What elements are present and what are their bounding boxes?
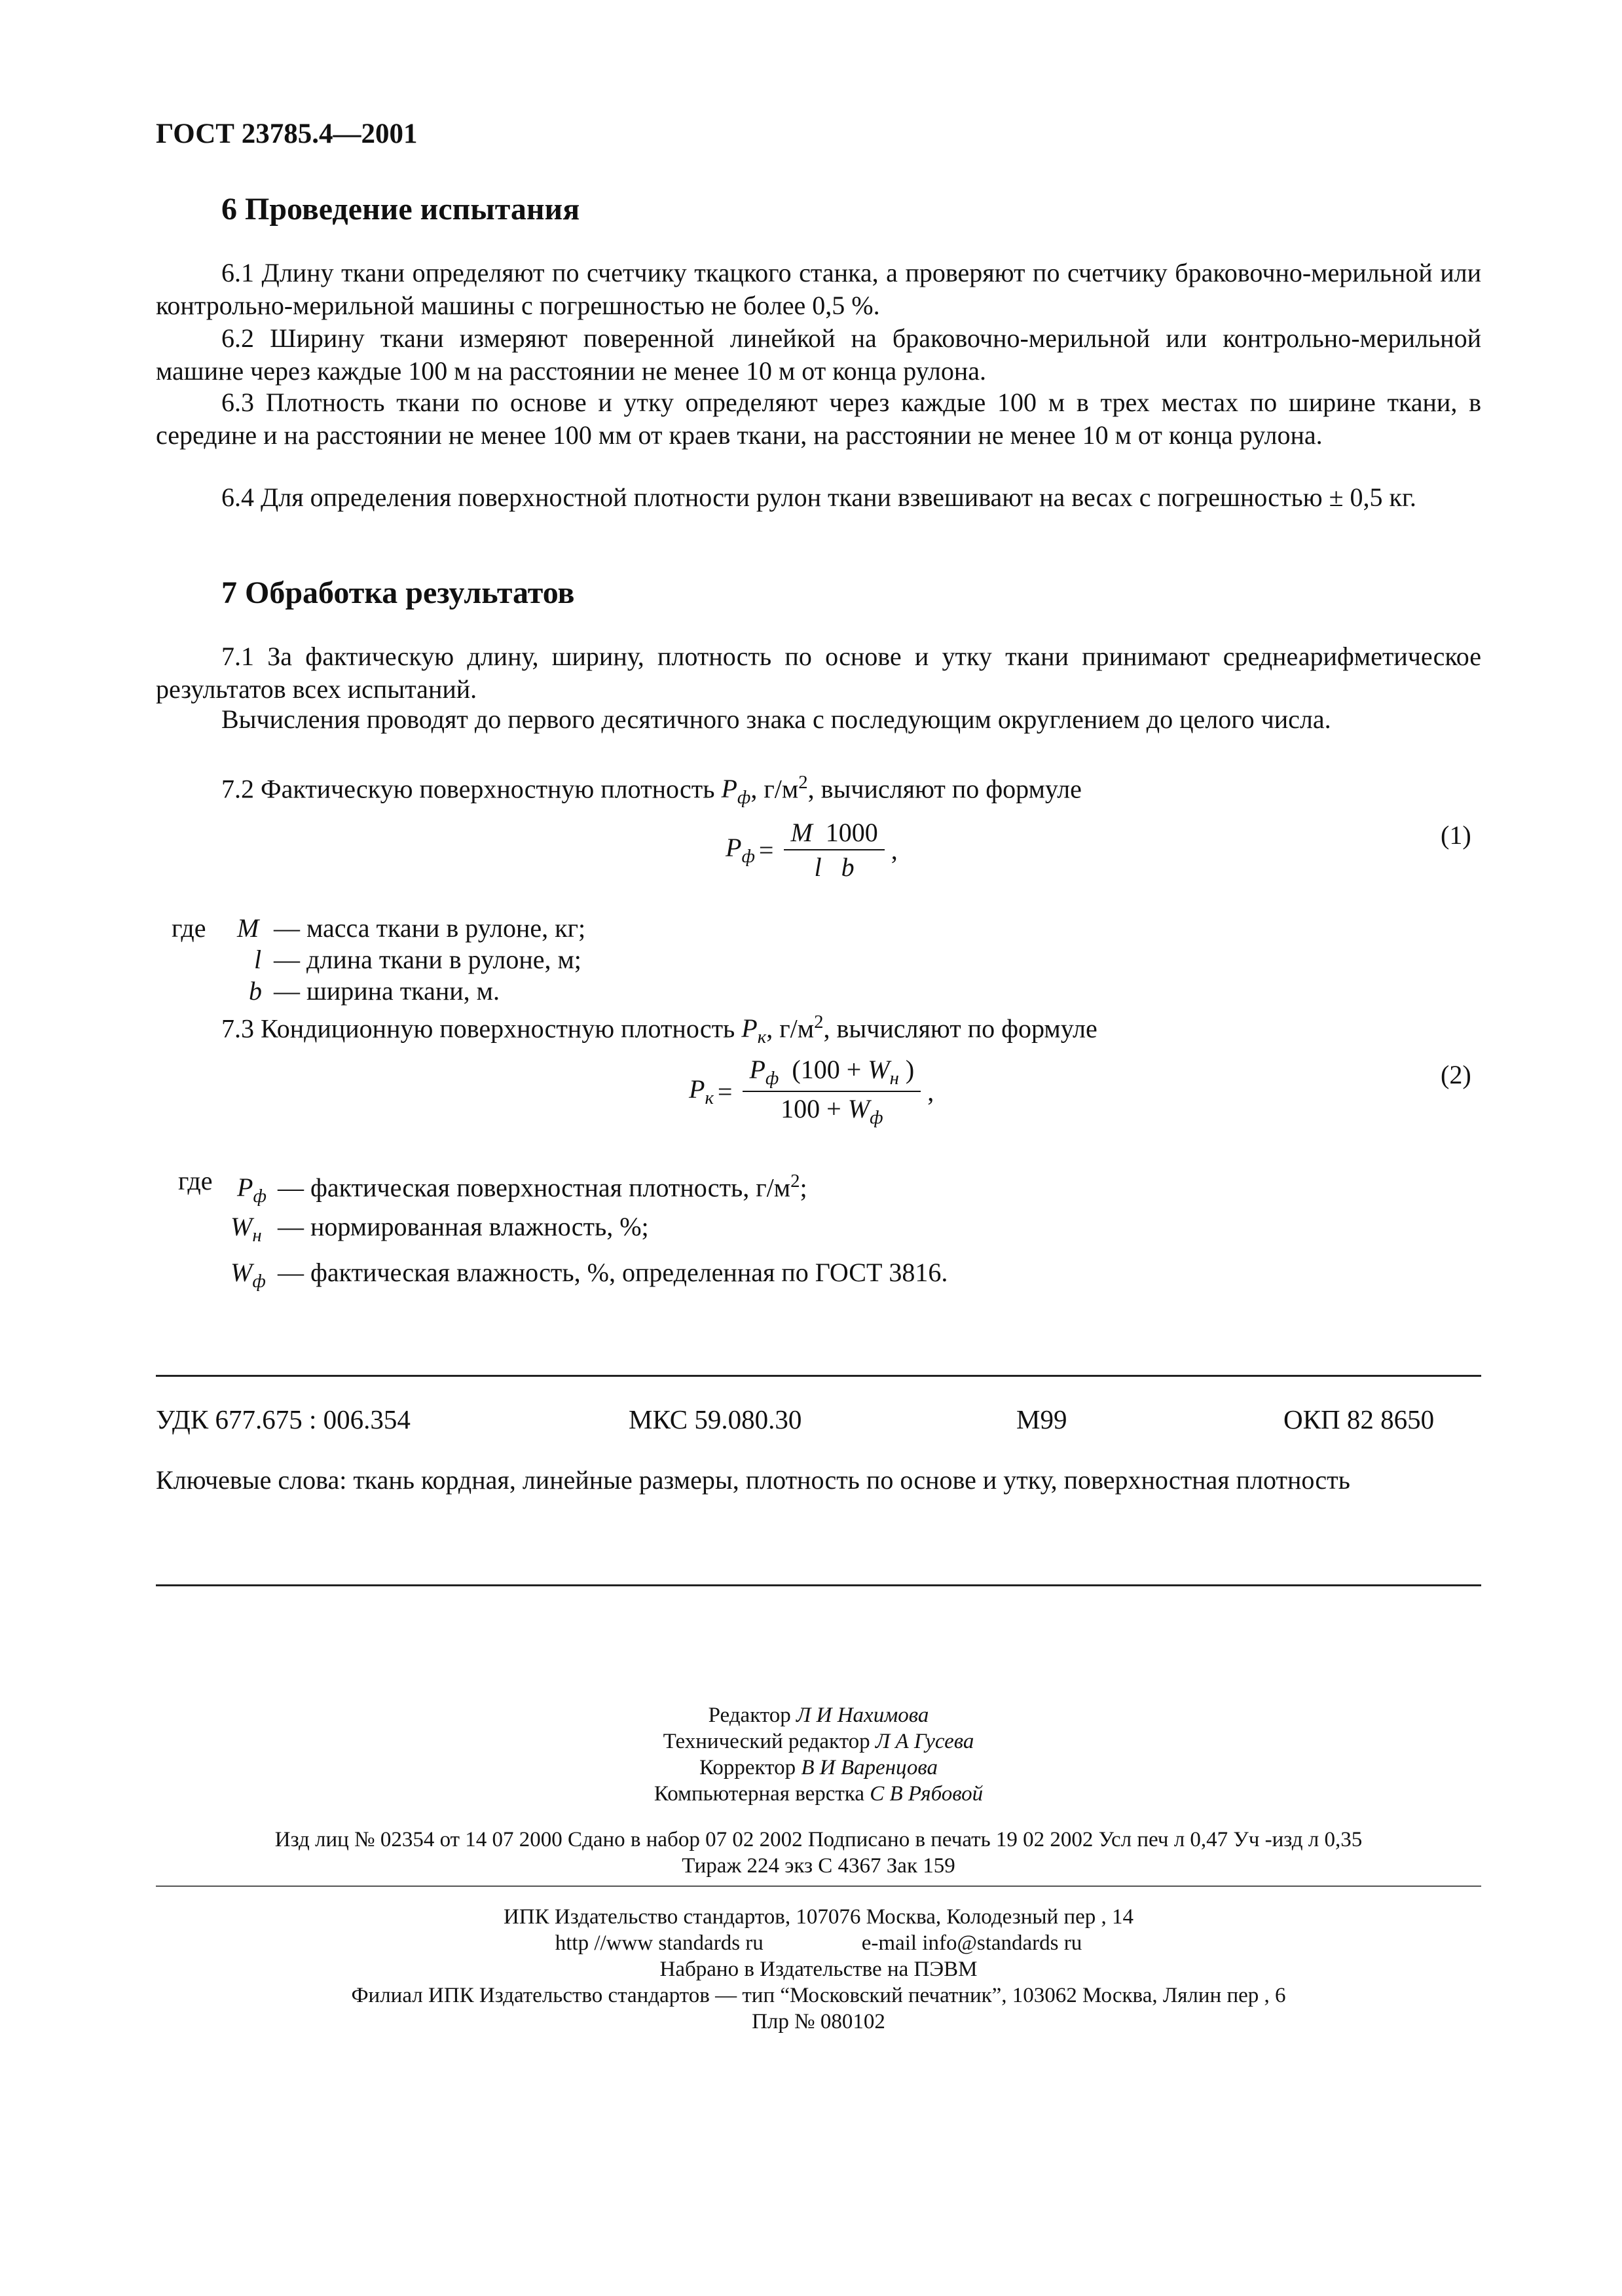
legend-1-row: M — масса ткани в рулоне, кг; bbox=[237, 913, 586, 943]
symbol-p-f: $P_ф$ bbox=[721, 774, 751, 809]
mks-code: МКС 59.080.30 bbox=[629, 1404, 802, 1434]
contact-line bbox=[156, 1930, 1481, 1956]
branch-line: Филиал ИПК Издательство стандартов — тип “Московский печатник”, 103062 Москва, Лялин пер , 6 bbox=[351, 1984, 1286, 2007]
paragraph-6-3: 6.3 Плотность ткани по основе и утку определяют через каждые 100 м в трех местах по ширине ткани, в середине и на расстоянии не менее 100 мм от краев ткани, на расстоянии не менее 10 м от конца рулона. bbox=[156, 388, 1481, 450]
section-7-title: 7 Обработка результатов bbox=[221, 575, 575, 610]
paragraph-6-2: 6.2 Ширину ткани измеряют поверенной линейкой на браковочно-мерильной или контрольно-мерильной машине через каждые 100 м на расстоянии не менее 10 м от конца рулона. bbox=[156, 323, 1481, 386]
editorial-credits bbox=[156, 1702, 1481, 1807]
classification-bottom-rule bbox=[156, 1584, 1481, 1586]
tech-editor-line: Технический редактор Л А Гусева bbox=[663, 1730, 974, 1753]
layout-line: Компьютерная верстка С В Рябовой bbox=[654, 1782, 984, 1806]
paragraph-7-3: 7.3 Кондиционную поверхностную плотность $P_к$, $г/м^2$, вычисляют по формуле bbox=[221, 1011, 1097, 1048]
paragraph-6-4: 6.4 Для определения поверхностной плотности рулон ткани взвешивают на весах с погрешностью ± 0,5 кг. bbox=[221, 483, 1416, 512]
paragraph-7-1-note: Вычисления проводят до первого десятичного знака с последующим округлением до целого числа. bbox=[221, 704, 1331, 734]
legend-2-row: $W_н$ — нормированная влажность, %; bbox=[230, 1212, 649, 1246]
imprint-divider bbox=[156, 1886, 1481, 1887]
formula-1: $P_ф$ = $\frac{M 1000}{\text{l b}}$ , bbox=[726, 818, 898, 882]
where-label-1: где bbox=[172, 913, 206, 943]
typeset-line: Набрано в Издательстве на ПЭВМ bbox=[659, 1958, 978, 1981]
where-label-2: где bbox=[178, 1166, 213, 1195]
legend-2-row: $W_ф$ — фактическая влажность, %, определенная по ГОСТ 3816. bbox=[230, 1258, 948, 1292]
plr-line: Плр № 080102 bbox=[752, 2010, 885, 2033]
keywords: Ключевые слова: ткань кордная, линейные размеры, плотность по основе и утку, поверхностная плотность bbox=[156, 1465, 1350, 1495]
formula-1-number: (1) bbox=[1441, 820, 1471, 850]
okp-code: ОКП 82 8650 bbox=[1283, 1404, 1435, 1434]
classification-top-rule bbox=[156, 1375, 1481, 1377]
formula-2: $P_к$ = $\frac{P_ф (100 + W_н )}{100 + W_ф}$ , bbox=[689, 1055, 934, 1128]
section-6-title: 6 Проведение испытания bbox=[221, 192, 580, 227]
legend-1-row: b — ширина ткани, м. bbox=[249, 976, 500, 1006]
email-link[interactable]: e-mail info@standards ru bbox=[861, 1931, 1082, 1955]
publisher-info bbox=[156, 1904, 1481, 2035]
formula-1-fraction: $\frac{M 1000}{\text{l b}}$ bbox=[784, 817, 884, 883]
legend-1-row: l — длина ткани в рулоне, м; bbox=[254, 945, 581, 974]
paragraph-6-1: 6.1 Длину ткани определяют по счетчику ткацкого станка, а проверяют по счетчику браковочно-мерильной или контрольно-мерильной машины с погрешностью не более 0,5 %. bbox=[156, 258, 1481, 320]
formula-2-number: (2) bbox=[1441, 1060, 1471, 1089]
print-run-line: Тираж 224 экз С 4367 Зак 159 bbox=[682, 1854, 955, 1878]
corrector-line: Корректор В И Варенцова bbox=[699, 1756, 938, 1779]
license-line: Изд лиц № 02354 от 14 07 2000 Сдано в набор 07 02 2002 Подписано в печать 19 02 2002 Усл печ л 0,47 Уч -изд л 0,35 bbox=[274, 1828, 1363, 1851]
publisher-line: ИПК Издательство стандартов, 107076 Москва, Колодезный пер , 14 bbox=[503, 1905, 1134, 1929]
legend-2-row: $P_ф$ — фактическая поверхностная плотность, $г/м^2$; bbox=[237, 1171, 807, 1207]
paragraph-7-1: 7.1 За фактическую длину, ширину, плотность по основе и утку ткани принимают среднеарифметическое результатов всех испытаний. bbox=[156, 642, 1481, 704]
publication-details bbox=[156, 1827, 1481, 1879]
paragraph-7-2: 7.2 Фактическую поверхностную плотность $P_ф$, $г/м^2$, вычисляют по формуле bbox=[221, 772, 1082, 809]
group-code: М99 bbox=[1016, 1404, 1067, 1434]
editor-line: Редактор Л И Нахимова bbox=[708, 1704, 929, 1727]
udk-code: УДК 677.675 : 006.354 bbox=[156, 1404, 411, 1434]
website-link[interactable]: http //www standards ru bbox=[555, 1931, 764, 1955]
formula-2-fraction: $\frac{P_ф (100 + W_н )}{100 + W_ф}$ bbox=[743, 1054, 921, 1129]
standard-code: ГОСТ 23785.4—2001 bbox=[156, 118, 418, 149]
